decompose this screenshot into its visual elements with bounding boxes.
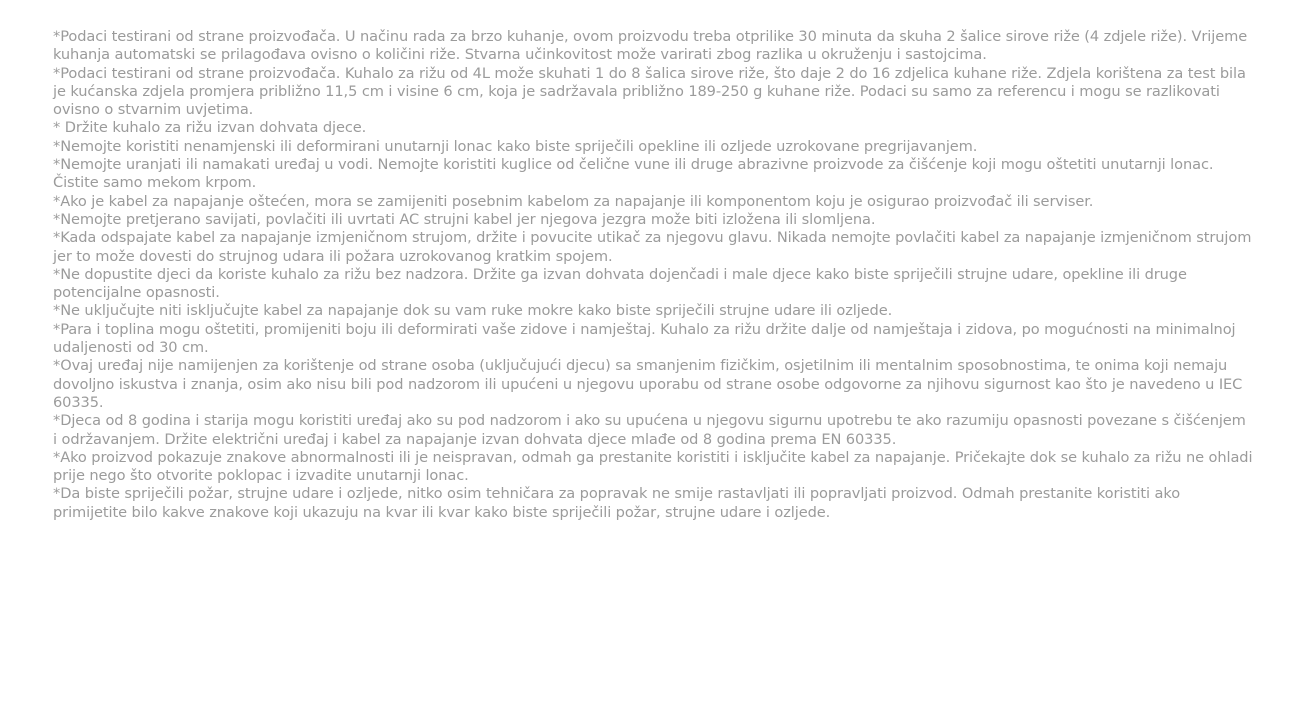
disclaimer-note-unplugging: *Kada odspajate kabel za napajanje izmjeničnom strujom, držite i povucite utikač za njegovu glavu. Nikada nemojte povlačiti kabel za napajanje izmjeničnom strujom jer to može dovesti do strujnog udara ili požara uzrokovanog kratkim spojem. [53,229,1252,265]
disclaimer-note-children-reach: * Držite kuhalo za rižu izvan dohvata djece. [53,119,367,137]
disclaimer-note-cooking-time: *Podaci testirani od strane proizvođača. U načinu rada za brzo kuhanje, ovom proizvodu treba otprilike 30 minuta da skuha 2 šalice sirove riže (4 zdjele riže). Vrijeme kuhanja automatski se prilagođava ovisno o količini riže. Stvarna učinkovitost može varirati zbog razlika u okruženju i sastojcima. [53,28,1248,64]
disclaimer-block [53,28,1253,522]
disclaimer-note-cable-bending: *Nemojte pretjerano savijati, povlačiti ili uvrtati AC strujni kabel jer njegova jezgra može biti izložena ili slomljena. [53,210,876,228]
disclaimer-note-capacity: *Podaci testirani od strane proizvođača. Kuhalo za rižu od 4L može skuhati 1 do 8 šalica sirove riže, što daje 2 do 16 zdjelica kuhane riže. Zdjela korištena za test bila je kućanska zdjela promjera približno 11,5 cm i visine 6 cm, koja je sadržavala približno 189-250 g kuhane riže. Podaci su samo za referencu i mogu se razlikovati ovisno o stvarnim uvjetima. [53,64,1246,119]
disclaimer-note-children-age: *Djeca od 8 godina i starija mogu koristiti uređaj ako su pod nadzorom i ako su upućena u njegovu sigurnu upotrebu te ako razumiju opasnosti povezane s čišćenjem i održavanjem. Držite električni uređaj i kabel za napajanje izvan dohvata djece mlađe od 8 godina prema EN 60335. [53,412,1246,448]
disclaimer-note-wet-hands: *Ne uključujte niti isključujte kabel za napajanje dok su vam ruke mokre kako biste spriječili strujne udare ili ozljede. [53,302,893,320]
disclaimer-note-supervision: *Ne dopustite djeci da koriste kuhalo za rižu bez nadzora. Držite ga izvan dohvata dojenčadi i male djece kako biste spriječili strujne udare, opekline ili druge potencijalne opasnosti. [53,265,1187,302]
disclaimer-note-reduced-capabilities: *Ovaj uređaj nije namijenjen za korištenje od strane osoba (uključujući djecu) sa smanjenim fizičkim, osjetilnim ili mentalnim sposobnostima, te onima koji nemaju dovoljno iskustva i znanja, osim ako nisu bili pod nadzorom ili upućeni u njegovu uporabu od strane osobe odgovorne za njihovu sigurnost kao što je navedeno u IEC 60335. [53,357,1243,411]
disclaimer-note-steam-heat: *Para i toplina mogu oštetiti, promijeniti boju ili deformirati vaše zidove i namještaj. Kuhalo za rižu držite dalje od namještaja i zidova, po mogućnosti na minimalnoj udaljenosti od 30 cm. [53,320,1236,357]
disclaimer-note-damaged-cable: *Ako je kabel za napajanje oštećen, mora se zamijeniti posebnim kabelom za napajanje ili komponentom koju je osigurao proizvođač ili serviser. [53,192,1094,210]
disclaimer-note-repair: *Da biste spriječili požar, strujne udare i ozljede, nitko osim tehničara za popravak ne smije rastavljati ili popravljati proizvod. Odmah prestanite koristiti ako primijetite bilo kakve znakove koji ukazuju na kvar ili kvar kako biste spriječili požar, strujne udare i ozljede. [53,485,1181,521]
disclaimer-note-inner-pot: *Nemojte koristiti nenamjenski ili deformirani unutarnji lonac kako biste spriječili opekline ili ozljede uzrokovane pregrijavanjem. [53,137,978,155]
disclaimer-note-malfunction: *Ako proizvod pokazuje znakove abnormalnosti ili je neispravan, odmah ga prestanite koristiti i isključite kabel za napajanje. Pričekajte dok se kuhalo za rižu ne ohladi prije nego što otvorite poklopac i izvadite unutarnji lonac. [53,448,1253,485]
disclaimer-note-cleaning: *Nemojte uranjati ili namakati uređaj u vodi. Nemojte koristiti kuglice od čelične vune ili druge abrazivne proizvode za čišćenje koji mogu oštetiti unutarnji lonac. Čistite samo mekom krpom. [53,156,1214,192]
